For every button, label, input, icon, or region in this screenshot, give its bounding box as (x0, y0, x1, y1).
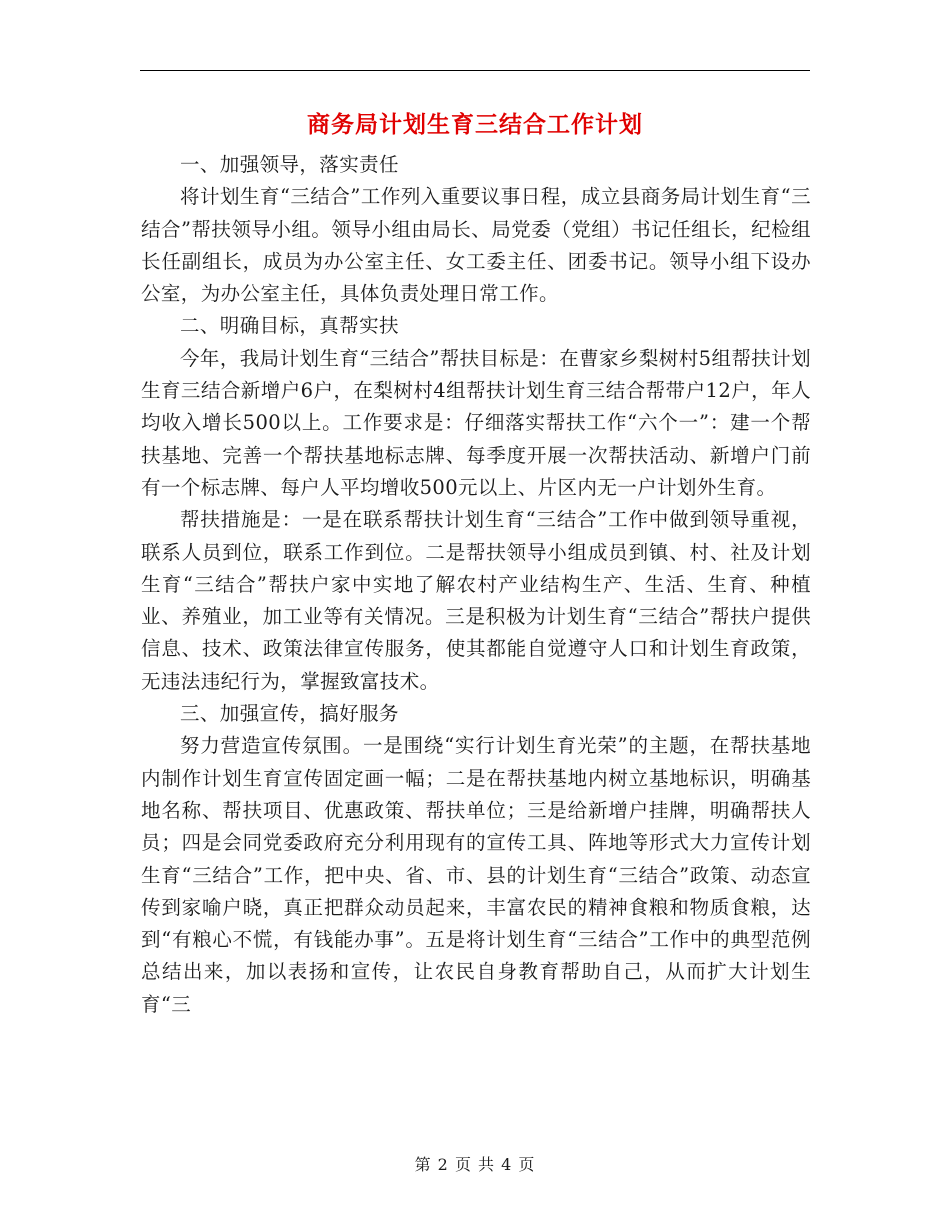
section-2-paragraph-2: 帮扶措施是：一是在联系帮扶计划生育“三结合”工作中做到领导重视，联系人员到位，联系工作到位。二是帮扶领导小组成员到镇、村、社及计划生育“三结合”帮扶户家中实地了解农村产业结构生产、生活、生育、种植业、养殖业，加工业等有关情况。三是积极为计划生育“三结合”帮扶户提供信息、技术、政策法律宣传服务，使其都能自觉遵守人口和计划生育政策，无违法违纪行为，掌握致富技术。 (141, 508, 811, 693)
document-title: 商务局计划生育三结合工作计划 (307, 111, 643, 138)
header-rule (140, 70, 810, 71)
section-heading-1: 一、加强领导，落实责任 (180, 153, 399, 176)
section-heading-3: 三、加强宣传，搞好服务 (180, 702, 399, 726)
section-2-paragraph-1: 今年，我局计划生育“三结合”帮扶目标是：在曹家乡梨树村5组帮扶计划生育三结合新增户6户，在梨树村4组帮扶计划生育三结合帮带户12户，年人均收入增长500以上。工作要求是：仔细落实帮扶工作“六个一”：建一个帮扶基地、完善一个帮扶基地标志牌、每季度开展一次帮扶活动、新增户门前有一个标志牌、每户人平均增收500元以上、片区内无一户计划外生育。 (141, 346, 811, 499)
section-1-paragraph-1: 将计划生育“三结合”工作列入重要议事日程，成立县商务局计划生育“三结合”帮扶领导小组。领导小组由局长、局党委（党组）书记任组长，纪检组长任副组长，成员为办公室主任、女工委主任、团委书记。领导小组下设办公室，为办公室主任，具体负责处理日常工作。 (141, 185, 811, 306)
page-number-footer: 第 2 页 共 4 页 (414, 1155, 536, 1174)
section-3-paragraph-1: 努力营造宣传氛围。一是围绕“实行计划生育光荣”的主题，在帮扶基地内制作计划生育宣传固定画一幅；二是在帮扶基地内树立基地标识，明确基地名称、帮扶项目、优惠政策、帮扶单位；三是给新增户挂牌，明确帮扶人员；四是会同党委政府充分利用现有的宣传工具、阵地等形式大力宣传计划生育“三结合”工作，把中央、省、市、县的计划生育“三结合”政策、动态宣传到家喻户晓，真正把群众动员起来，丰富农民的精神食粮和物质食粮，达到“有粮心不慌，有钱能办事”。五是将计划生育“三结合”工作中的典型范例总结出来，加以表扬和宣传，让农民自身教育帮助自己，从而扩大计划生育“三 (141, 734, 811, 1016)
document-body (141, 149, 811, 1021)
section-heading-2: 二、明确目标，真帮实扶 (180, 314, 399, 338)
